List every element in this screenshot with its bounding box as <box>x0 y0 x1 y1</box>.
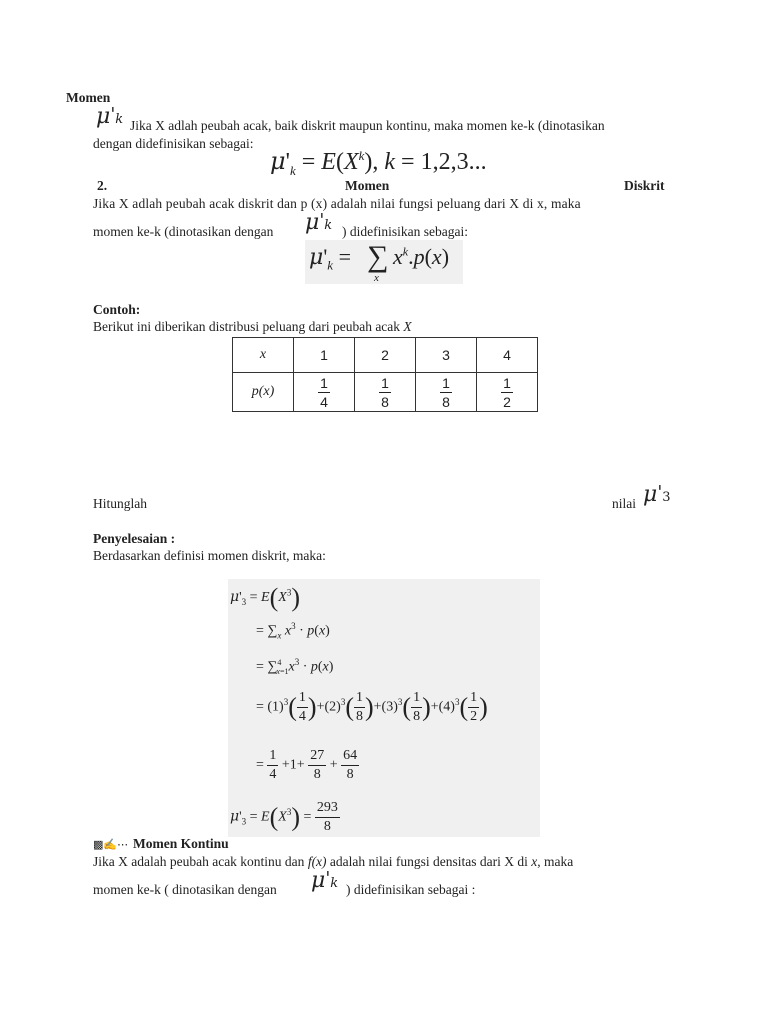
table-cell: 4 <box>477 338 538 373</box>
table-cell: 1 <box>294 338 355 373</box>
discrete-heading-b: Diskrit <box>624 178 665 193</box>
table-cell: 3 <box>416 338 477 373</box>
result-numerator: 293 <box>316 800 338 815</box>
probability-distribution-table <box>232 337 538 412</box>
discrete-heading-a: Momen <box>345 178 390 193</box>
compute-value-label: nilai <box>612 496 636 511</box>
table-cell: 2 <box>355 338 416 373</box>
table-row <box>233 373 538 412</box>
mu-k-symbol: μ'k <box>96 104 124 129</box>
discrete-number: 2. <box>97 178 108 193</box>
continuous-line-2b: ) didefinisikan sebagai : <box>346 882 476 897</box>
compute-label: Hitunglah <box>93 496 147 511</box>
example-label: Contoh: <box>93 302 141 317</box>
mu-k-symbol-2: μ'k <box>305 210 333 235</box>
table-cell: $\frac{1}{2}$ <box>477 373 538 412</box>
discrete-line-2a: momen ke-k (dinotasikan dengan <box>93 224 274 239</box>
solution-derivation: $\mu'_3 = E(X^3)$ = $\sum_x$ $x^3 \cdot p(x)$ = $\sum^4_{x=1}x^3 \cdot p(x)$ = $(1)^3$( $\frac{1}{4}$ )$+(2)^3$( $\frac{1}{8}$ )$+(3)^3$( $\frac{1}{8}$ )$+(4)^3$( $\frac{1}{2}$ ) = $\frac{1}{4}$ +1+ $\frac{27}{8}$ + $\frac{64}{8}$ $\mu'_3 = E(X^3)$ = $\frac{293}{8}$ <box>228 579 540 837</box>
solution-text: Berdasarkan definisi momen diskrit, maka: <box>93 548 326 563</box>
mu-k-symbol-3: μ'k <box>311 868 339 893</box>
result-denominator: 8 <box>323 819 331 834</box>
table-cell: $\frac{1}{4}$ <box>294 373 355 412</box>
discrete-line-1: Jika X adlah peubah acak diskrit dan p (x) adalah nilai fungsi peluang dari X di x, maka <box>93 196 581 211</box>
discrete-line-2b: ) didefinisikan sebagai: <box>342 224 468 239</box>
section-title: Momen <box>66 90 111 105</box>
table-cell: $\frac{1}{8}$ <box>416 373 477 412</box>
example-text: Berikut ini diberikan distribusi peluang dari peubah acak X <box>93 319 412 334</box>
table-cell: $\frac{1}{8}$ <box>355 373 416 412</box>
moment-definition-formula: $\mu'_k = E(X^k)$, k = 1,2,3... <box>270 147 487 178</box>
intro-text: Jika X adlah peubah acak, baik diskrit maupun kontinu, maka momen ke-k (dinotasikan <box>130 118 605 133</box>
continuous-line-1: Jika X adalah peubah acak kontinu dan f(x) adalah nilai fungsi densitas dari X di x, maka <box>93 854 574 869</box>
solution-label: Penyelesaian : <box>93 531 176 546</box>
bullet-icon: ▩✍⋯ <box>93 839 129 851</box>
table-cell: x <box>233 338 294 373</box>
continuous-heading: Momen Kontinu <box>133 836 229 851</box>
mu-3-symbol: μ'3 <box>643 482 671 507</box>
table-cell: p(x) <box>233 373 294 412</box>
table-row <box>233 338 538 373</box>
discrete-moment-formula: $\mu'_k$ = ∑ x $x^k.p(x)$ <box>305 240 463 284</box>
continuous-line-2a: momen ke-k ( dinotasikan dengan <box>93 882 277 897</box>
intro-text-2: dengan didefinisikan sebagai: <box>93 136 254 151</box>
